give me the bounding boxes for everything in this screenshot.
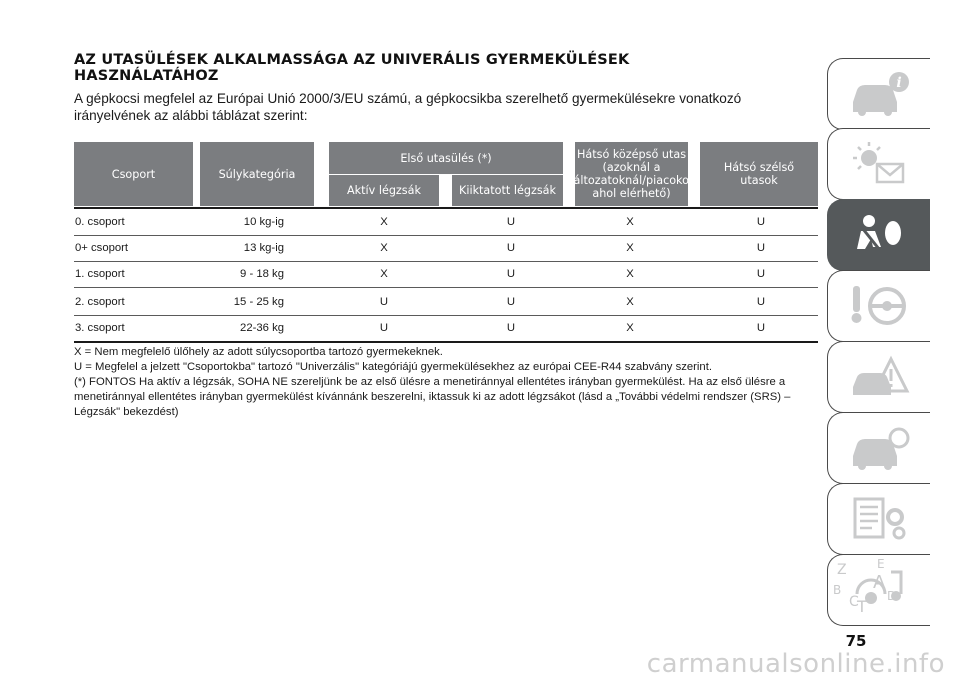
row-rule — [74, 287, 818, 288]
cell-group: 0+ csoport — [75, 242, 129, 254]
header-deactivated-airbag: Kiiktatott légzsák — [452, 175, 563, 206]
alphabetical-index-icon — [827, 554, 930, 626]
index-letter-a: A — [873, 572, 886, 593]
table-row — [74, 209, 818, 235]
cell-weight: 22-36 kg — [240, 322, 284, 334]
sidebar-tab-car-info[interactable] — [827, 58, 930, 130]
cell-deactivated: U — [506, 216, 516, 228]
page-number: 75 — [845, 632, 867, 650]
cell-weight: 10 kg-ig — [243, 216, 284, 228]
svg-text:i: i — [896, 75, 902, 91]
cell-deactivated: U — [506, 296, 516, 308]
key-steering-wheel-icon — [847, 280, 911, 332]
car-breakdown-icon — [847, 351, 911, 403]
cell-active: U — [379, 322, 389, 334]
car-maintenance-icon — [847, 422, 911, 474]
cell-group: 1. csoport — [75, 268, 125, 280]
cell-rear-side: U — [756, 296, 766, 308]
cell-active: U — [379, 296, 389, 308]
cell-rear-center: X — [626, 268, 634, 280]
cell-active: X — [380, 268, 388, 280]
cell-rear-center: X — [626, 296, 634, 308]
index-letter-e: E — [877, 557, 885, 571]
cell-rear-center: X — [626, 322, 634, 334]
header-active-airbag: Aktív légzsák — [329, 175, 439, 206]
index-letter-t: T — [857, 597, 867, 616]
cell-rear-center: X — [626, 242, 634, 254]
cell-group: 0. csoport — [75, 216, 125, 228]
index-letter-b: B — [833, 583, 842, 597]
cell-rear-side: U — [756, 216, 766, 228]
index-letter-z: Z — [837, 562, 847, 578]
header-group: Csoport — [74, 142, 193, 206]
sidebar-tab-warning-lights[interactable] — [827, 128, 930, 200]
index-letter-c: C — [849, 594, 859, 610]
cell-deactivated: U — [506, 322, 516, 334]
sidebar-tab-safety[interactable] — [827, 199, 930, 271]
header-front-seat: Első utasülés (*) — [329, 142, 563, 174]
cell-rear-side: U — [756, 242, 766, 254]
seatbelt-airbag-icon — [847, 209, 911, 261]
cell-group: 2. csoport — [75, 296, 125, 308]
note-important: (*) FONTOS Ha aktív a légzsák, SOHA NE szereljünk be az első ülésre a menetiránnyal ellentétes irányban gyermekülést. Ha az első ülésre a menetiránnyal ellentétes irányban gyermekülést kívánnánk beszerelni, iktassuk ki az adott légzsákot (lásd a „További védelmi rendszer (SRS) – Légzsák" bekezdést) — [74, 376, 791, 418]
cell-rear-side: U — [756, 268, 766, 280]
table-row — [74, 315, 818, 341]
index-letter-d: D — [887, 589, 897, 603]
cell-active: X — [380, 216, 388, 228]
sidebar-tab-emergency[interactable] — [827, 341, 930, 413]
table-row — [74, 261, 818, 287]
technical-data-icon — [847, 493, 911, 545]
header-rear-center: Hátsó középső utas (azoknál a változatoknál/piacokon ahol elérhető) — [575, 142, 688, 206]
table-bottom-rule — [74, 341, 818, 343]
car-info-icon — [847, 68, 911, 120]
intro-paragraph: A gépkocsi megfelel az Európai Unió 2000/3/EU számú, a gépkocsikba szerelhető gyermekülésekre vonatkozó irányelvének az alábbi táblázat szerint: — [74, 91, 742, 123]
sidebar-tab-maintenance[interactable] — [827, 412, 930, 484]
table-notes — [74, 345, 822, 420]
cell-group: 3. csoport — [75, 322, 125, 334]
watermark: carmanualsonline.info — [646, 649, 945, 679]
cell-weight: 13 kg-ig — [243, 242, 284, 254]
cell-deactivated: U — [506, 268, 516, 280]
warning-light-message-icon — [847, 138, 911, 190]
cell-weight: 15 - 25 kg — [233, 296, 284, 308]
sidebar-tab-starting-driving[interactable] — [827, 270, 930, 342]
cell-rear-side: U — [756, 322, 766, 334]
cell-deactivated: U — [506, 242, 516, 254]
sidebar-index-block[interactable] — [827, 554, 930, 626]
sidebar-tab-technical-data[interactable] — [827, 483, 930, 555]
table-row — [74, 235, 818, 261]
header-rear-side: Hátsó szélső utasok — [700, 142, 818, 206]
cell-weight: 9 - 18 kg — [240, 268, 284, 280]
cell-rear-center: X — [626, 216, 634, 228]
header-weight: Súlykategória — [200, 142, 314, 206]
note-x: X = Nem megfelelő ülőhely az adott súlycsoportba tartozó gyermekeknek. — [74, 346, 443, 358]
note-u: U = Megfelel a jelzett "Csoportokba" tartozó "Univerzális" kategóriájú gyermekülésekhez az európai CEE-R44 szabvány szerint. — [74, 361, 712, 373]
table-row — [74, 289, 818, 315]
cell-active: X — [380, 242, 388, 254]
section-heading: AZ UTASÜLÉSEK ALKALMASSÁGA AZ UNIVERÁLIS GYERMEKÜLÉSEK HASZNÁLATÁHOZ — [74, 52, 630, 84]
